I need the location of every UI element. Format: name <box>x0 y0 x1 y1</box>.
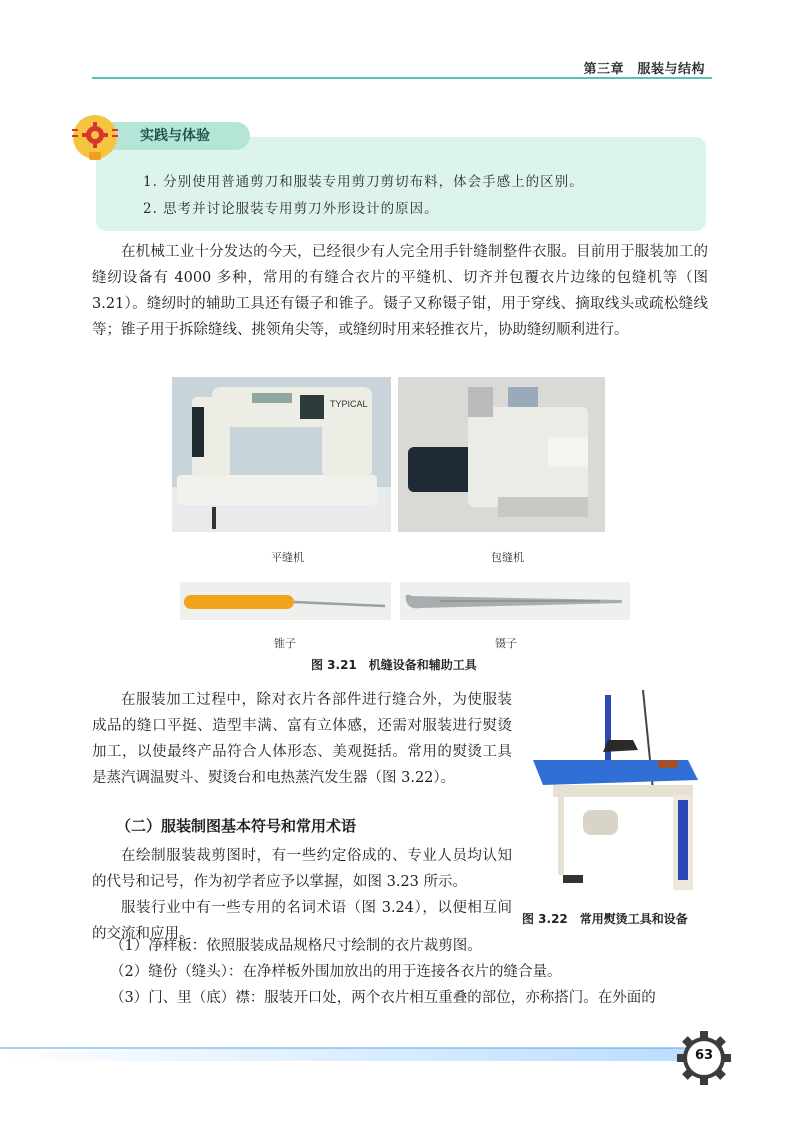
header-divider <box>92 77 712 79</box>
flat-machine-label: 平缝机 <box>271 551 304 564</box>
practice-title: 实践与体验 <box>140 128 210 144</box>
tweezers-image <box>400 582 630 620</box>
term-item: （2）缝份（缝头）：在净样板外围加放出的用于连接各衣片的缝合量。 <box>110 964 562 980</box>
practice-item: 1. 分别使用普通剪刀和服装专用剪刀剪切布料，体会手感上的区别。 <box>143 174 584 190</box>
term-item: （1）净样板：依照服装成品规格尺寸绘制的衣片裁剪图。 <box>110 938 482 954</box>
body-paragraph: 服装行业中有一些专用的名词术语（图 3.24），以便相互间的交流和应用。 <box>92 900 512 942</box>
overlock-label: 包缝机 <box>491 551 524 564</box>
awl-label: 锥子 <box>274 637 296 650</box>
awl-image <box>180 582 391 620</box>
overlock-machine-image <box>398 377 605 532</box>
body-paragraph: 在绘制服装裁剪图时，有一些约定俗成的、专业人员均认知的代号和记号，作为初学者应予以掌握，如图 3.23 所示。 <box>92 848 512 890</box>
page-number: 63 <box>694 1048 714 1063</box>
body-paragraph: 在机械工业十分发达的今天，已经很少有人完全用手针缝制整件衣服。目前用于服装加工的缝纫设备有 4000 多种，常用的有缝合衣片的平缝机、切齐并包覆衣片边缘的包缝机等（图 3.21）。缝纫时的辅助工具还有镊子和锥子。镊子又称镊子钳，用于穿线、摘取线头或疏松缝线等；锥子用于拆除缝线、挑领角尖等，或缝纫时用来轻推衣片，协助缝纫顺利进行。 <box>92 244 708 338</box>
lightbulb-gear-icon <box>70 112 120 162</box>
machine-brand-label: TYPICAL <box>330 399 368 409</box>
body-paragraph: 在服装加工过程中，除对衣片各部件进行缝合外，为使服装成品的缝口平挺、造型丰满、富有立体感，还需对服装进行熨烫加工，以使最终产品符合人体形态、美观挺括。常用的熨烫工具是蒸汽调温熨斗、熨烫台和电热蒸汽发生器（图 3.22）。 <box>92 692 512 786</box>
chapter-title: 第三章 服装与结构 <box>583 62 705 77</box>
section-heading: （二）服装制图基本符号和常用术语 <box>116 817 357 835</box>
ironing-equipment-image <box>523 690 708 900</box>
footer-bar <box>0 1045 700 1061</box>
term-item: （3）门、里（底）襟：服装开口处，两个衣片相互重叠的部位，亦称搭门。在外面的 <box>110 990 656 1006</box>
tweezers-label: 镊子 <box>495 637 517 650</box>
flat-sewing-machine-image <box>172 377 391 532</box>
figure-caption: 图 3.22 常用熨烫工具和设备 <box>522 912 688 926</box>
practice-item: 2. 思考并讨论服装专用剪刀外形设计的原因。 <box>143 201 439 217</box>
figure-caption: 图 3.21 机缝设备和辅助工具 <box>311 658 477 672</box>
